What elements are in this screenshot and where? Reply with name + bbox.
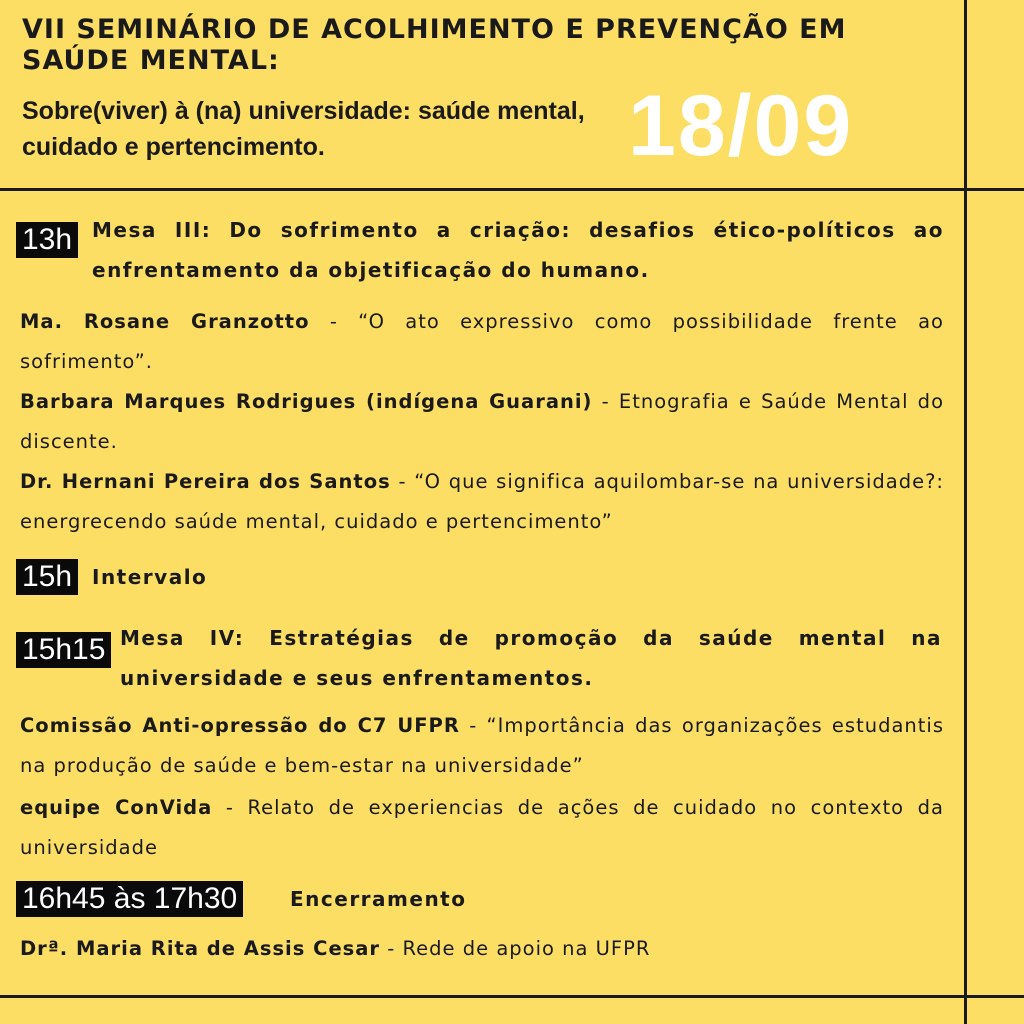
- talk-item: [20, 382, 944, 462]
- event-subtitle: Sobre(viver) à (na) universidade: saúde mental, cuidado e pertencimento.: [22, 97, 585, 161]
- speaker-name: Ma. Rosane Granzotto: [20, 310, 310, 333]
- time-badge-16h45: 16h45 às 17h30: [16, 881, 243, 917]
- header-divider: [0, 188, 1024, 191]
- session-title-mesa-4: Mesa IV: Estratégias de promoção da saúde mental na universidade e seus enfrentamentos.: [120, 626, 942, 690]
- session-title-intervalo: Intervalo: [92, 565, 208, 589]
- speaker-name: Barbara Marques Rodrigues (indígena Guarani): [20, 390, 593, 413]
- event-title: VII SEMINÁRIO DE ACOLHIMENTO E PREVENÇÃO EM SAÚDE MENTAL:: [22, 14, 847, 76]
- talk-item: [20, 788, 944, 868]
- talk-description: - Etnografia e Saúde Mental do discente.: [20, 390, 944, 453]
- footer-divider: [0, 995, 1024, 998]
- session-title-encerramento: Encerramento: [290, 887, 467, 911]
- vertical-divider: [964, 0, 967, 1024]
- talk-item: [20, 706, 944, 786]
- session-title-mesa-3: Mesa III: Do sofrimento a criação: desafios ético-políticos ao enfrentamento da objetificação do humano.: [92, 218, 944, 282]
- talk-description: - Rede de apoio na UFPR: [380, 937, 651, 960]
- talk-description: - Relato de experiencias de ações de cuidado no contexto da universidade: [20, 796, 944, 859]
- talk-description: - “O que significa aquilombar-se na universidade?: energrecendo saúde mental, cuidado e pertencimento”: [20, 470, 944, 533]
- speaker-name: equipe ConVida: [20, 796, 213, 819]
- talk-item: [20, 462, 944, 542]
- time-badge-15h: 15h: [16, 559, 78, 595]
- event-date: 18/09: [628, 78, 854, 174]
- time-badge-13h: 13h: [16, 222, 78, 258]
- speaker-name: Drª. Maria Rita de Assis Cesar: [20, 937, 381, 960]
- time-badge-15h15: 15h15: [16, 632, 111, 668]
- talk-description: - “Importância das organizações estudantis na produção de saúde e bem-estar na universidade”: [20, 714, 944, 777]
- talk-item: [20, 929, 944, 969]
- speaker-name: Dr. Hernani Pereira dos Santos: [20, 470, 391, 493]
- talk-item: [20, 302, 944, 382]
- speaker-name: Comissão Anti-opressão do C7 UFPR: [20, 714, 460, 737]
- talk-description: - “O ato expressivo como possibilidade frente ao sofrimento”.: [20, 310, 944, 373]
